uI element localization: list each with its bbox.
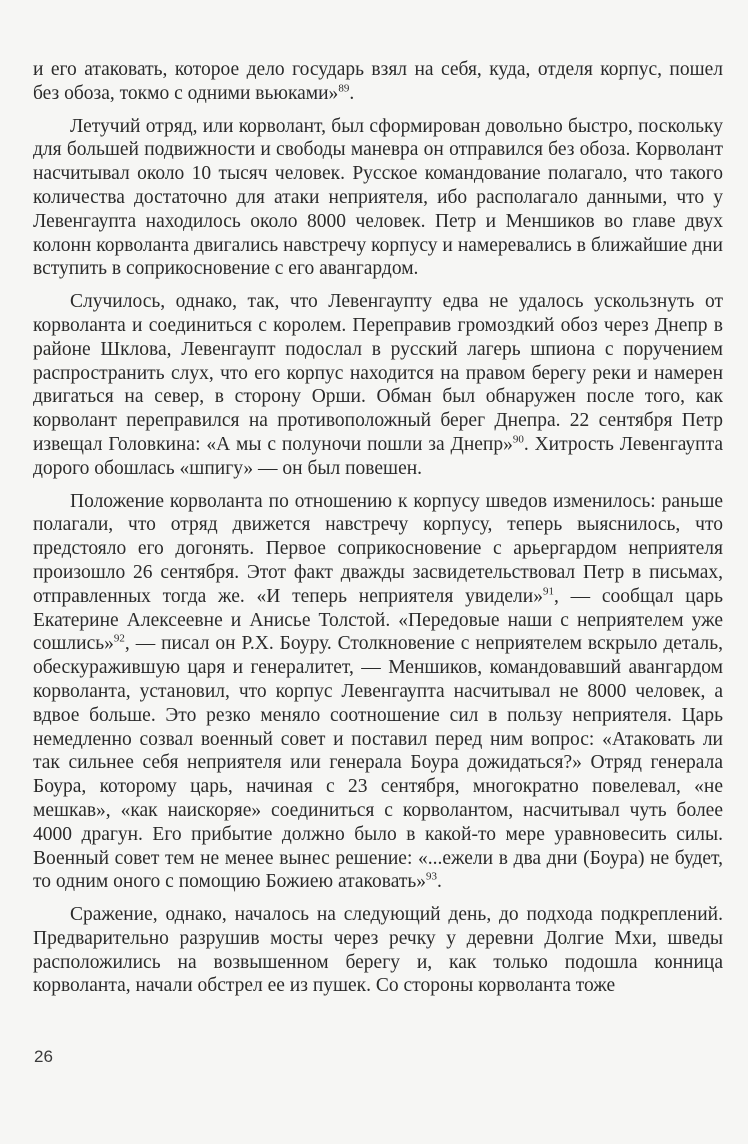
paragraph-1: и его атаковать, которое дело государь взял на себя, куда, отделя корпус, пошел без обоза, токмо с одними вьюками»$^{89}$. [33,59,723,104]
paragraph-1-text: и его атаковать, которое дело государь взял на себя, куда, отделя корпус, пошел без обоза, токмо с одними вьюками» [33,59,723,104]
paragraph-4-text-2: , — сообщал царь Екатерине Алексеевне и Анисье Толстой. «Передовые наши с неприятелем уже сошлись» [33,585,723,655]
paragraph-4 [33,490,723,895]
paragraph-5-text: Сражение, однако, началось на следующий день, до подхода подкреплений. Предварительно разрушив мосты через речку у деревни Долгие Мхи, шведы расположились на возвышенном берегу и, как только подошла конница корволанта, начали обстрел ее из пушек. Со стороны корволанта тоже [33,904,723,997]
footnote-ref-93[interactable]: 93 [426,870,438,883]
footnote-ref-91[interactable]: 91 [542,585,554,598]
footnote-ref-90[interactable]: 90 [512,433,524,446]
footnote-ref-89[interactable]: 89 [338,82,350,95]
paragraph-4-text: Положение корволанта по отношению к корпусу шведов изменилось: раньше полагали, что отряд движется навстречу корпусу, теперь выяснилось, что предстояло его догонять. Первое соприкосновение с арьергардом неприятеля произошло 26 сентября. Этот факт дважды засвидетельствовал Петр в письмах, отправленных тогда же. «И теперь неприятеля увидели» [33,490,723,607]
paragraph-3 [33,290,723,480]
page-body [33,58,723,998]
paragraph-3-text-after: . Хитрость Левенгаупта дорого обошлась «шпигу» — он был повешен. [33,433,723,479]
paragraph-5 [33,903,723,998]
paragraph-2-text: Летучий отряд, или корволант, был сформирован довольно быстро, поскольку для большей подвижности и свободы маневра он отправился без обоза. Корволант насчитывал около 10 тысяч человек. Русское командование полагало, что такого количества достаточно для атаки неприятеля, ибо располагало данными, что у Левенгаупта находилось около 8000 человек. Петр и Меншиков во главе двух колонн корволанта двигались навстречу корпусу и намеревались в ближайшие дни вступить в соприкосновение с его авангардом. [33,115,723,280]
paragraph-4-text-4: . [437,871,442,893]
paragraph-2 [33,115,723,282]
page-number: 26 [34,1047,53,1066]
footnote-ref-92[interactable]: 92 [113,632,125,645]
paragraph-4-text-3: , — писал он Р.Х. Боуру. Столкновение с неприятелем вскрыло деталь, обескуражившую царя и генералитет, — Меншиков, командовавший авангардом корволанта, установил, что корпус Левенгаупта насчитывал не 8000 человек, а вдвое больше. Это резко меняло соотношение сил в пользу неприятеля. Царь немедленно созвал военный совет и поставил перед ним вопрос: «Атаковать ли так сильнее себя неприятеля или генерала Боура дожидаться?» Отряд генерала Боура, которому царь, начиная с 23 сентября, многократно повелевал, «не мешкав», «как наискоряе» соединиться с корволантом, насчитывал чуть более 4000 драгун. Его прибытие должно было в какой-то мере уравновесить силы. Военный совет тем не менее вынес решение: «...ежели в два дни (Боура) не будет, то одним оного с помощию Божиею атаковать» [33,633,723,893]
paragraph-3-text: Случилось, однако, так, что Левенгаупту едва не удалось ускользнуть от корволанта и соединиться с королем. Переправив громоздкий обоз через Днепр в районе Шклова, Левенгаупт подослал в русский лагерь шпиона с поручением распространить слух, что его корпус находится на правом берегу реки и намерен двигаться на север, в сторону Орши. Обман был обнаружен после того, как корволант переправился на противоположный берег Днепра. 22 сентября Петр извещал Головкина: «А мы с полуночи пошли за Днепр» [33,291,723,455]
